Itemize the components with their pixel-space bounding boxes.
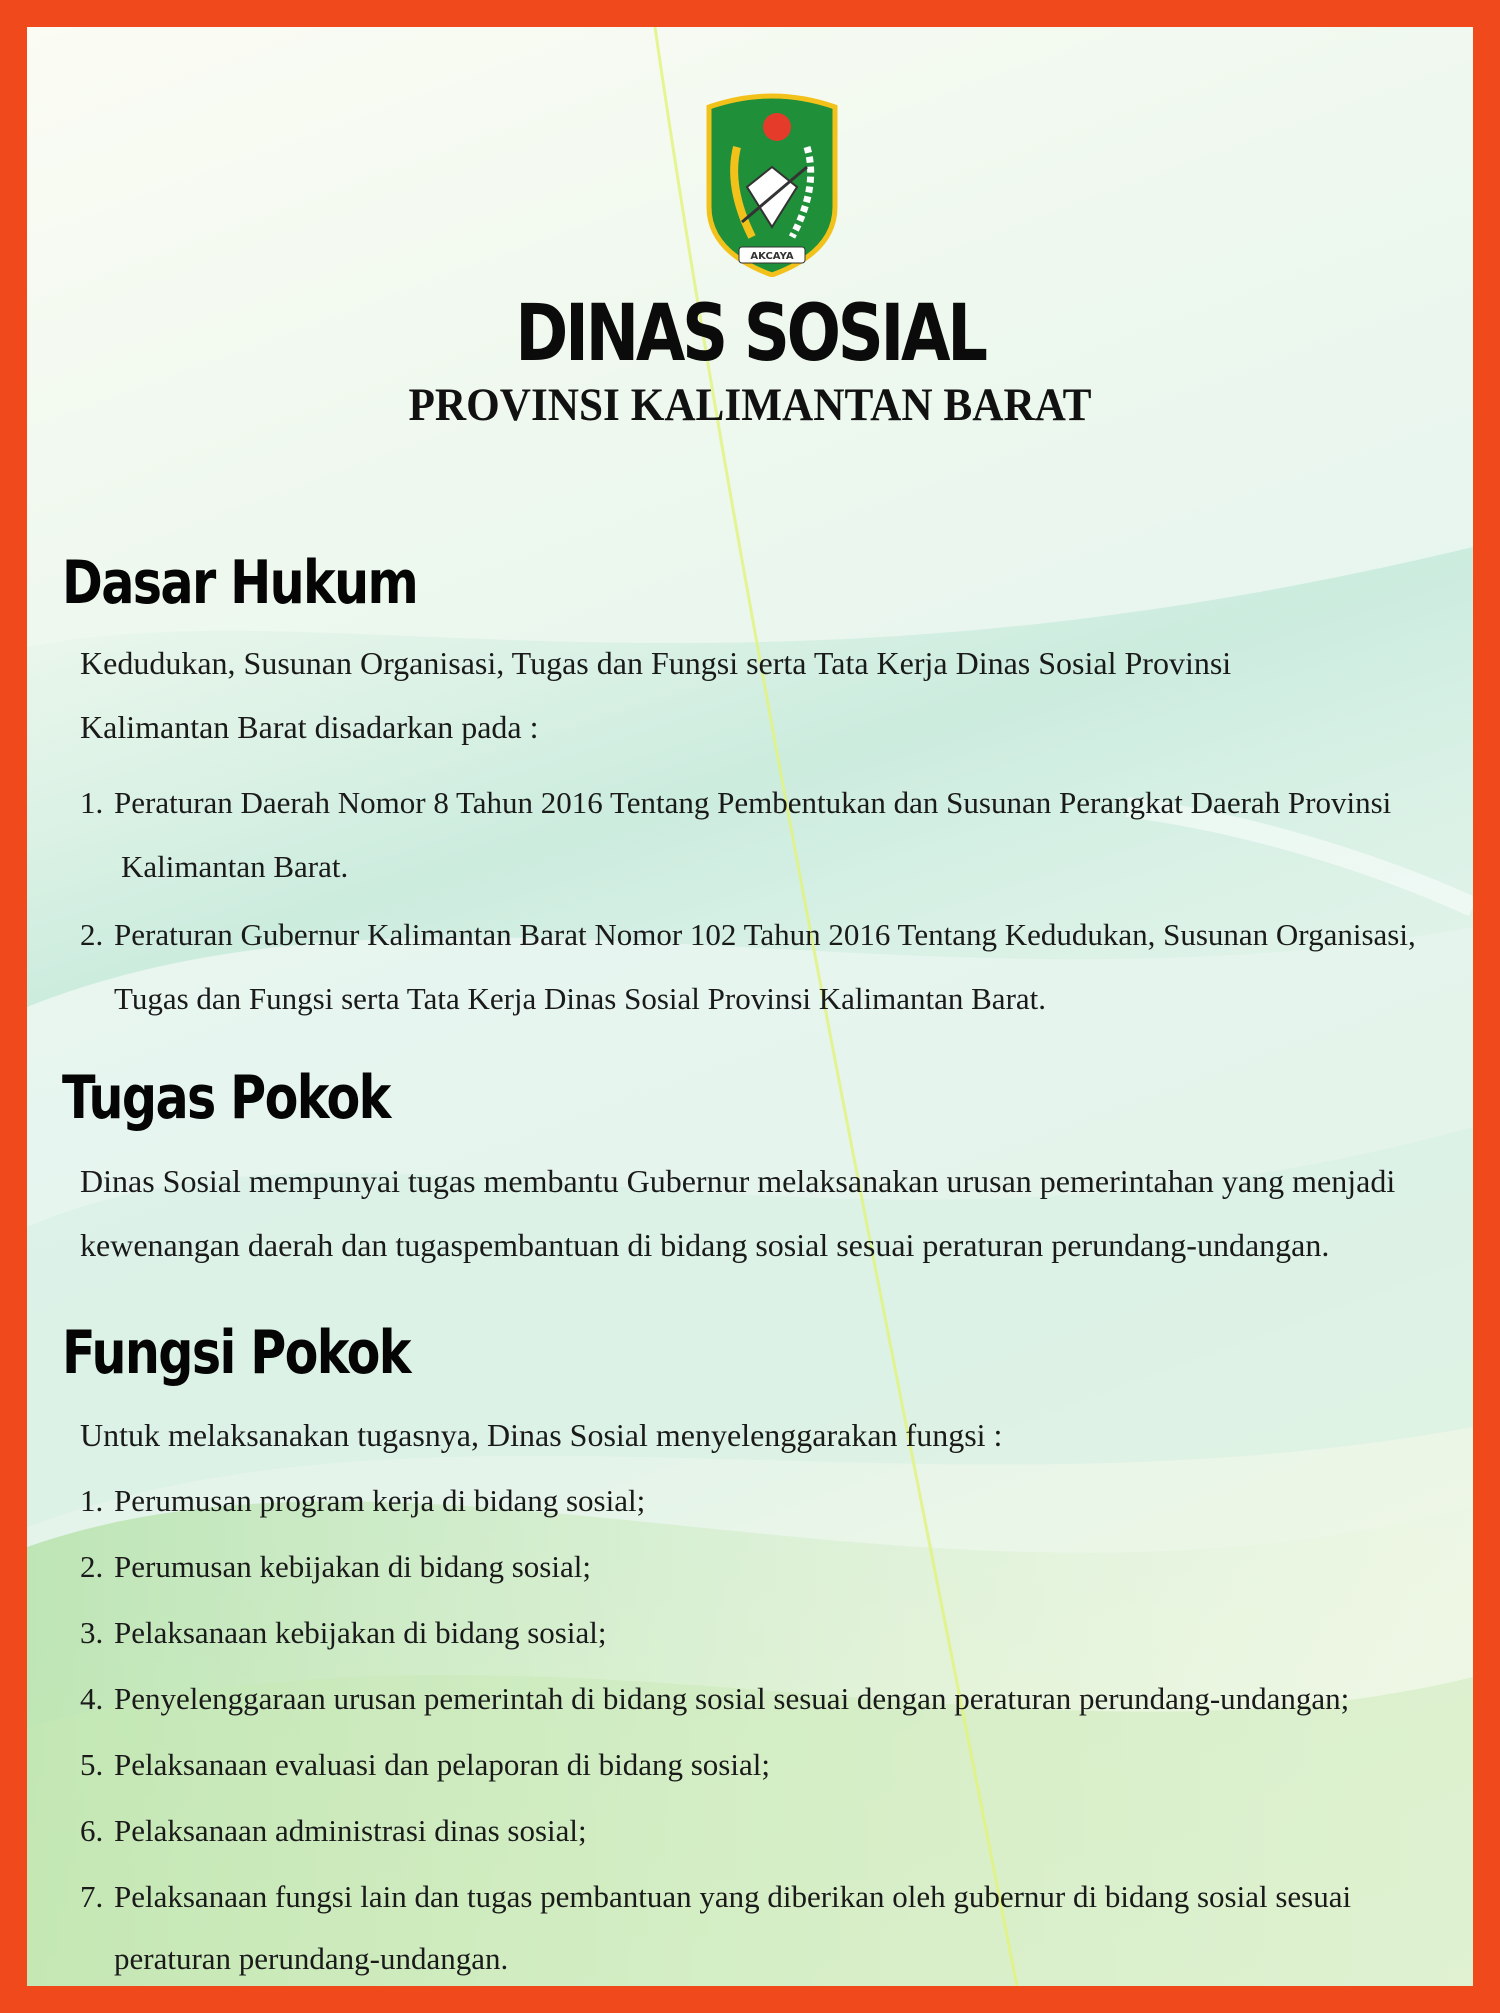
list-item [80,1799,1450,1863]
provincial-emblem-logo [697,87,847,277]
list-item [80,1733,1450,1797]
logo-ribbon-text: AKCAYA [750,251,794,262]
list-number: 2. [80,917,104,952]
list-item [80,1469,1450,1533]
list-item-continuation: Tugas dan Fungsi serta Tata Kerja Dinas Sosial Provinsi Kalimantan Barat. [114,981,1047,1016]
list-item [80,1667,1450,1731]
list-item-continuation: Kalimantan Barat. [121,849,349,884]
poster-frame [27,27,1473,1986]
section-heading-tugas-pokok: Tugas Pokok [62,1063,390,1133]
list-number: 4. [80,1681,104,1716]
list-number: 2. [80,1549,104,1584]
tugas-pokok-line2: kewenangan daerah dan tugaspembantuan di bidang sosial sesuai peraturan perundang-undangan. [80,1227,1330,1263]
list-number: 1. [80,785,104,820]
list-item-continuation: peraturan perundang-undangan. [114,1941,509,1976]
list-text: Perumusan program kerja di bidang sosial; [114,1483,646,1518]
list-number: 1. [80,1483,104,1518]
list-item [80,771,1450,835]
list-text: Pelaksanaan evaluasi dan pelaporan di bidang sosial; [114,1747,770,1782]
dasar-hukum-intro-line2: Kalimantan Barat disadarkan pada : [80,709,539,745]
list-text: Peraturan Daerah Nomor 8 Tahun 2016 Tentang Pembentukan dan Susunan Perangkat Daerah Provinsi [114,785,1392,820]
list-number: 7. [80,1879,104,1914]
list-number: 6. [80,1813,104,1848]
list-text: Peraturan Gubernur Kalimantan Barat Nomor 102 Tahun 2016 Tentang Kedudukan, Susunan Organisasi, [114,917,1416,952]
list-item [80,1865,1450,1929]
poster-content [27,27,1473,1986]
list-text: Penyelenggaraan urusan pemerintah di bidang sosial sesuai dengan peraturan perundang-undangan; [114,1681,1350,1716]
page-subtitle: PROVINSI KALIMANTAN BARAT [408,379,1092,431]
list-number: 5. [80,1747,104,1782]
list-item [80,1601,1450,1665]
tugas-pokok-line1: Dinas Sosial mempunyai tugas membantu Gubernur melaksanakan urusan pemerintahan yang menjadi [80,1163,1396,1199]
list-text: Pelaksanaan fungsi lain dan tugas pembantuan yang diberikan oleh gubernur di bidang sosial sesuai [114,1879,1352,1914]
fungsi-pokok-intro: Untuk melaksanakan tugasnya, Dinas Sosial menyelenggarakan fungsi : [80,1417,1003,1453]
list-number: 3. [80,1615,104,1650]
list-item [80,903,1450,967]
section-heading-dasar-hukum: Dasar Hukum [62,548,418,618]
page-title: DINAS SOSIAL [515,289,985,379]
list-text: Pelaksanaan kebijakan di bidang sosial; [114,1615,607,1650]
list-text: Pelaksanaan administrasi dinas sosial; [114,1813,587,1848]
list-text: Perumusan kebijakan di bidang sosial; [114,1549,591,1584]
list-item [80,1535,1450,1599]
section-heading-fungsi-pokok: Fungsi Pokok [62,1318,410,1388]
dasar-hukum-intro-line1: Kedudukan, Susunan Organisasi, Tugas dan Fungsi serta Tata Kerja Dinas Sosial Provinsi [80,645,1232,681]
